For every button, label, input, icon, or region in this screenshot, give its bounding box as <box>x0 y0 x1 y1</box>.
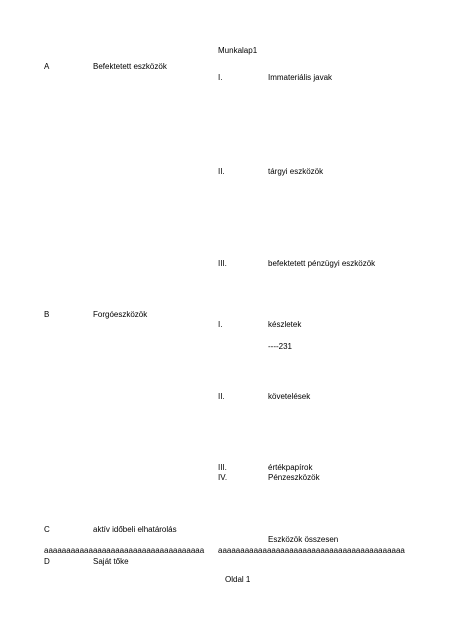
right-filler-text: aaaaaaaaaaaaaaaaaaaaaaaaaaaaaaaaaaaaaaaaaa <box>218 546 405 555</box>
row-num: IV. <box>218 473 228 482</box>
total-label: Eszközök összesen <box>268 535 339 544</box>
row-label: értékpapírok <box>268 463 313 472</box>
section-a-letter: A <box>44 62 50 71</box>
left-filler-text: aaaaaaaaaaaaaaaaaaaaaaaaaaaaaaaaaaaa <box>44 546 205 555</box>
row-num: II. <box>218 392 225 401</box>
row-num: III. <box>218 259 227 268</box>
section-b-label: Forgóeszközök <box>93 310 148 319</box>
row-label: követelések <box>268 392 311 401</box>
section-a-label: Befektetett eszközök <box>93 62 167 71</box>
section-c-letter: C <box>44 525 50 534</box>
row-num: I. <box>218 73 223 82</box>
section-d-label: Saját tőke <box>93 557 129 566</box>
row-label: tárgyi eszközök <box>268 167 324 176</box>
page-number: Oldal 1 <box>225 575 251 584</box>
row-label: Pénzeszközök <box>268 473 320 482</box>
row-label: befektetett pénzügyi eszközök <box>268 259 376 268</box>
row-label: Immateriális javak <box>268 73 333 82</box>
sheet-title: Munkalap1 <box>218 46 258 55</box>
section-c-label: aktív időbeli elhatárolás <box>93 525 177 534</box>
row-num: II. <box>218 167 225 176</box>
section-d-letter: D <box>44 557 50 566</box>
row-label: készletek <box>268 320 302 329</box>
row-num: I. <box>218 320 223 329</box>
section-b-letter: B <box>44 310 50 319</box>
row-num: III. <box>218 463 227 472</box>
row-label: ----231 <box>268 342 293 351</box>
